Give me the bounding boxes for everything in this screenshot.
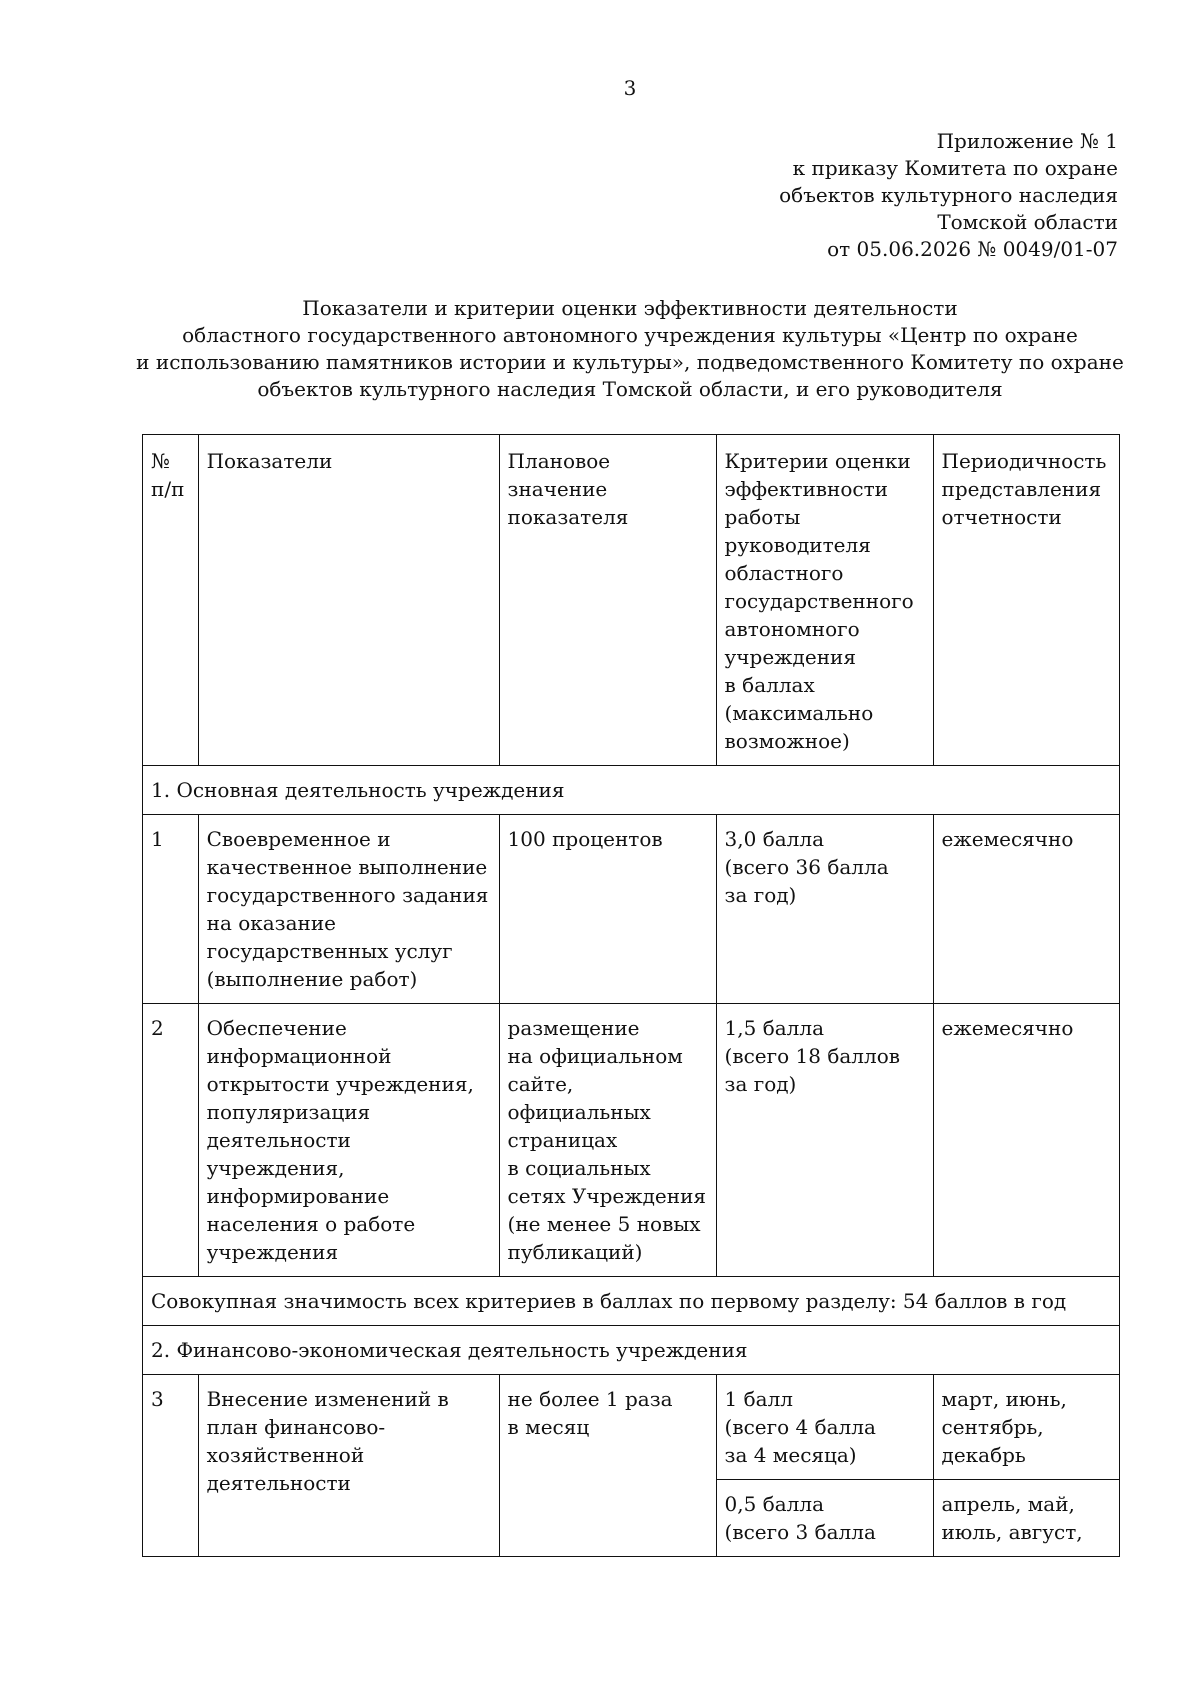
header-criteria — [716, 435, 933, 766]
cell-line: 1 балл — [724, 1387, 793, 1411]
cell-line: руководителя — [724, 533, 871, 557]
cell-line: (не менее 5 новых — [507, 1212, 701, 1236]
cell-line: на официальном — [507, 1044, 683, 1068]
cell-line: в баллах — [724, 673, 815, 697]
cell-line: публикаций) — [507, 1240, 643, 1264]
row-indicator — [198, 1004, 499, 1277]
cell-line: не более 1 раза — [507, 1387, 673, 1411]
cell-line: Своевременное и — [206, 827, 391, 851]
cell-line: за год) — [724, 883, 797, 907]
cell-line: (выполнение работ) — [206, 967, 418, 991]
cell-line: за год) — [724, 1072, 797, 1096]
cell-line: информационной — [206, 1044, 392, 1068]
cell-line: работы — [724, 505, 801, 529]
cell-line: деятельности — [206, 1471, 351, 1495]
row-criteria — [716, 1375, 933, 1480]
cell-line: отчетности — [941, 505, 1062, 529]
cell-line: № — [151, 449, 170, 473]
cell-line: Обеспечение — [206, 1016, 347, 1040]
row-indicator — [198, 1375, 499, 1557]
cell-line: на оказание — [206, 911, 337, 935]
page-number: 3 — [623, 76, 637, 100]
cell-line: популяризация — [206, 1100, 371, 1124]
appendix-line: объектов культурного наследия — [779, 183, 1118, 207]
cell-line: март, июнь, — [941, 1387, 1067, 1411]
section-2-heading: 2. Финансово-экономическая деятельность учреждения — [143, 1326, 1120, 1375]
cell-line: размещение — [507, 1016, 640, 1040]
cell-line: (всего 18 баллов — [724, 1044, 900, 1068]
cell-line: в социальных — [507, 1156, 651, 1180]
appendix-line: к приказу Комитета по охране — [792, 156, 1118, 180]
table-row — [143, 815, 1120, 1004]
cell-line: показателя — [507, 505, 629, 529]
cell-line: (максимально — [724, 701, 874, 725]
cell-line: открытости учреждения, — [206, 1072, 474, 1096]
row-criteria — [716, 1480, 933, 1557]
cell-line: план финансово- — [206, 1415, 386, 1439]
cell-line: 1,5 балла — [724, 1016, 824, 1040]
cell-line: качественное выполнение — [206, 855, 488, 879]
appendix-header — [779, 128, 1118, 263]
cell-line: декабрь — [941, 1443, 1026, 1467]
cell-line: государственного — [724, 589, 914, 613]
cell-line: сетях Учреждения — [507, 1184, 707, 1208]
cell-line: Критерии оценки — [724, 449, 911, 473]
table-row — [143, 1004, 1120, 1277]
cell-line: эффективности — [724, 477, 888, 501]
cell-line: представления — [941, 477, 1102, 501]
row-plan — [499, 815, 716, 1004]
cell-line: Плановое — [507, 449, 611, 473]
title-line: и использованию памятников истории и культуры», подведомственного Комитету по охране — [136, 350, 1124, 374]
cell-line: государственного задания — [206, 883, 489, 907]
row-period — [933, 1004, 1119, 1277]
cell-line: автономного — [724, 617, 860, 641]
cell-line: 0,5 балла — [724, 1492, 824, 1516]
title-line: Показатели и критерии оценки эффективности деятельности — [302, 296, 958, 320]
table-header-row — [143, 435, 1120, 766]
cell-line: за 4 месяца) — [724, 1443, 857, 1467]
cell-line: в месяц — [507, 1415, 590, 1439]
appendix-line: Томской области — [937, 210, 1118, 234]
row-period — [933, 815, 1119, 1004]
header-indicators — [198, 435, 499, 766]
cell-line: учреждения — [206, 1240, 339, 1264]
section-1-total: Совокупная значимость всех критериев в баллах по первому разделу: 54 баллов в год — [143, 1277, 1120, 1326]
table-row — [143, 1375, 1120, 1480]
cell-line: Внесение изменений в — [206, 1387, 449, 1411]
row-plan — [499, 1004, 716, 1277]
title-line: областного государственного автономного учреждения культуры «Центр по охране — [182, 323, 1078, 347]
cell-line: учреждения, — [206, 1156, 345, 1180]
title-line: объектов культурного наследия Томской области, и его руководителя — [257, 377, 1003, 401]
cell-line: (всего 3 балла — [724, 1520, 876, 1544]
header-period — [933, 435, 1119, 766]
cell-line: государственных услуг — [206, 939, 453, 963]
cell-line: 3,0 балла — [724, 827, 824, 851]
cell-line: страницах — [507, 1128, 618, 1152]
cell-line: областного — [724, 561, 844, 585]
cell-line: Периодичность — [941, 449, 1107, 473]
criteria-table — [142, 434, 1120, 1557]
cell-line: Показатели — [206, 449, 333, 473]
cell-line: п/п — [151, 477, 185, 501]
cell-line: сентябрь, — [941, 1415, 1044, 1439]
document-title — [130, 295, 1130, 403]
row-period — [933, 1375, 1119, 1480]
cell-line: учреждения — [724, 645, 856, 669]
cell-line: деятельности — [206, 1128, 351, 1152]
cell-line: информирование — [206, 1184, 390, 1208]
cell-line: июль, август, — [941, 1520, 1083, 1544]
cell-line: официальных — [507, 1100, 651, 1124]
row-criteria — [716, 815, 933, 1004]
row-num: 1 — [143, 815, 199, 1004]
row-criteria — [716, 1004, 933, 1277]
cell-line: ежемесячно — [941, 1016, 1074, 1040]
row-period — [933, 1480, 1119, 1557]
header-num — [143, 435, 199, 766]
cell-line: сайте, — [507, 1072, 574, 1096]
cell-line: (всего 36 балла — [724, 855, 889, 879]
header-plan — [499, 435, 716, 766]
row-indicator — [198, 815, 499, 1004]
row-num: 3 — [143, 1375, 199, 1557]
row-plan — [499, 1375, 716, 1557]
section-row — [143, 766, 1120, 815]
cell-line: возможное) — [724, 729, 850, 753]
section-row — [143, 1326, 1120, 1375]
cell-line: 100 процентов — [507, 827, 663, 851]
appendix-line: от 05.06.2026 № 0049/01-07 — [827, 237, 1118, 261]
section-1-heading: 1. Основная деятельность учреждения — [143, 766, 1120, 815]
cell-line: ежемесячно — [941, 827, 1074, 851]
cell-line: населения о работе — [206, 1212, 416, 1236]
appendix-line: Приложение № 1 — [936, 129, 1118, 153]
cell-line: значение — [507, 477, 608, 501]
cell-line: хозяйственной — [206, 1443, 365, 1467]
row-num: 2 — [143, 1004, 199, 1277]
cell-line: апрель, май, — [941, 1492, 1075, 1516]
cell-line: (всего 4 балла — [724, 1415, 876, 1439]
total-row — [143, 1277, 1120, 1326]
